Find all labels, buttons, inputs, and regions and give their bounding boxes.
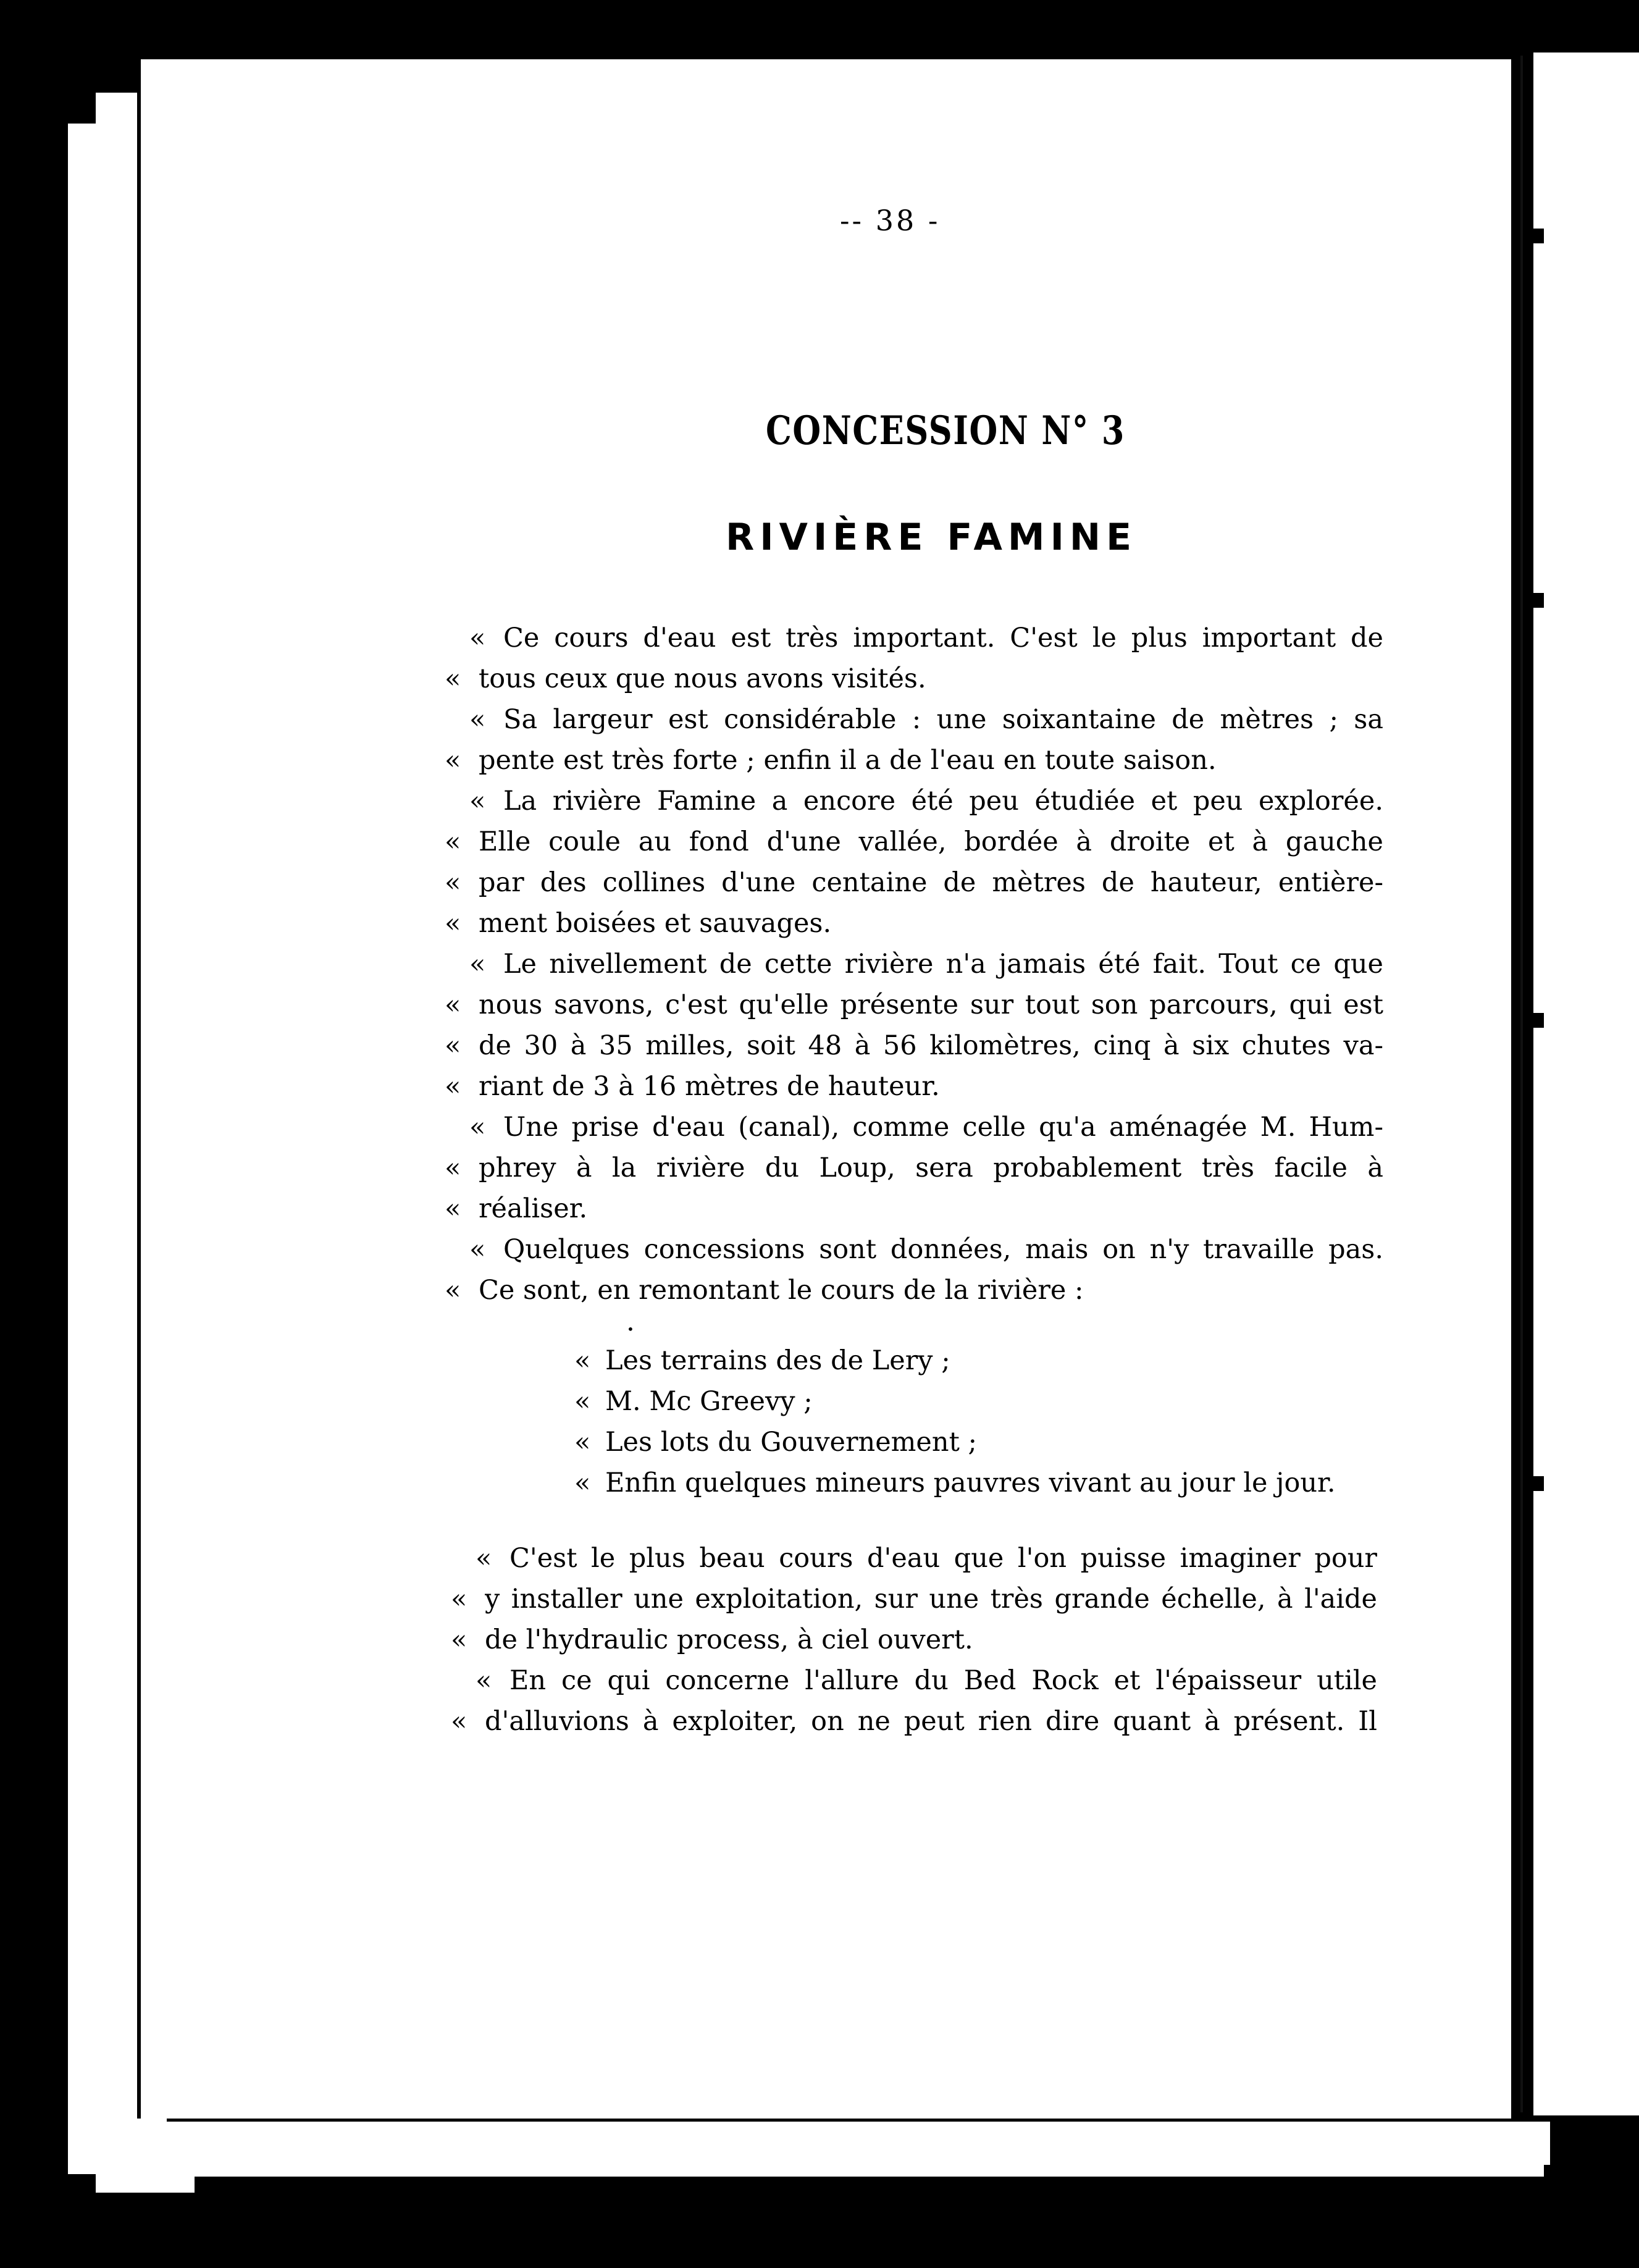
concession-list xyxy=(574,1340,1377,1503)
line-text: y installer une exploitation, sur une très grande échelle, à l'aide xyxy=(485,1584,1377,1615)
quote-mark: « xyxy=(445,867,461,898)
line-text: nous savons, c'est qu'elle présente sur tout son parcours, qui est xyxy=(479,989,1383,1020)
line-text: Quelques concessions sont données, mais on n'y travaille pas. xyxy=(503,1234,1383,1265)
text-line xyxy=(445,699,1383,740)
quote-mark: « xyxy=(574,1345,591,1376)
list-item-text: Les terrains des de Lery ; xyxy=(605,1345,950,1376)
line-text: de 30 à 35 milles, soit 48 à 56 kilomètres, cinq à six chutes va- xyxy=(479,1030,1383,1061)
list-item-text: Enfin quelques mineurs pauvres vivant au jour le jour. xyxy=(605,1468,1336,1498)
line-text: d'alluvions à exploiter, on ne peut rien dire quant à présent. Il xyxy=(485,1706,1377,1737)
quote-mark: « xyxy=(476,1543,492,1574)
quote-mark: « xyxy=(476,1665,492,1696)
line-text: par des collines d'une centaine de mètres de hauteur, entière- xyxy=(479,867,1383,898)
text-line xyxy=(445,1148,1383,1188)
text-line xyxy=(445,985,1383,1025)
text-line xyxy=(445,821,1383,862)
line-text: ment boisées et sauvages. xyxy=(479,908,832,939)
line-text: de l'hydraulic process, à ciel ouvert. xyxy=(485,1624,973,1655)
quote-mark: « xyxy=(469,623,486,653)
concession-title: CONCESSION N° 3 xyxy=(766,408,1125,454)
quote-mark: « xyxy=(451,1624,467,1655)
quote-mark: « xyxy=(469,704,486,735)
quote-mark: « xyxy=(445,826,461,857)
list-item xyxy=(574,1422,1377,1463)
spine-line xyxy=(1520,56,1523,2112)
text-line xyxy=(445,1107,1383,1148)
text-line xyxy=(445,903,1383,944)
line-text: Ce sont, en remontant le cours de la rivière : xyxy=(479,1275,1084,1306)
line-text: pente est très forte ; enfin il a de l'eau en toute saison. xyxy=(479,745,1217,776)
line-text: riant de 3 à 16 mètres de hauteur. xyxy=(479,1071,940,1102)
line-text: En ce qui concerne l'allure du Bed Rock et l'épaisseur utile xyxy=(509,1665,1377,1696)
text-line xyxy=(445,1188,1383,1229)
line-text: réaliser. xyxy=(479,1193,588,1224)
binding-stitch-mark xyxy=(1525,593,1544,608)
quote-mark: « xyxy=(469,786,486,817)
quote-mark: « xyxy=(469,1234,486,1265)
text-line xyxy=(445,1270,1383,1311)
line-text: Le nivellement de cette rivière n'a jamais été fait. Tout ce que xyxy=(503,949,1383,980)
line-text: phrey à la rivière du Loup, sera probablement très facile à xyxy=(479,1153,1383,1183)
text-line xyxy=(451,1701,1377,1742)
line-text: tous ceux que nous avons visités. xyxy=(479,663,926,694)
text-line xyxy=(445,781,1383,821)
quote-mark: « xyxy=(445,989,461,1020)
stray-dot: • xyxy=(627,1322,634,1337)
quote-mark: « xyxy=(451,1584,467,1615)
list-item-text: M. Mc Greevy ; xyxy=(605,1386,813,1417)
page-number: -- 38 - xyxy=(840,204,941,237)
text-line xyxy=(445,862,1383,903)
quote-mark: « xyxy=(469,1112,486,1143)
list-item xyxy=(574,1463,1377,1503)
line-text: C'est le plus beau cours d'eau que l'on puisse imaginer pour xyxy=(509,1543,1377,1574)
text-line xyxy=(451,1619,1377,1660)
quote-mark: « xyxy=(445,1193,461,1224)
text-line xyxy=(451,1579,1377,1619)
list-item xyxy=(574,1381,1377,1422)
binding-stitch-mark xyxy=(1525,1013,1544,1028)
quote-mark: « xyxy=(445,1275,461,1306)
text-line xyxy=(445,618,1383,658)
page-bottom-edge xyxy=(167,2119,1550,2165)
body-paragraphs-2 xyxy=(451,1538,1377,1742)
quote-mark: « xyxy=(445,908,461,939)
scan-specks: · ˏ ✗ xyxy=(999,8,1059,45)
quote-mark: « xyxy=(574,1427,591,1458)
text-line xyxy=(445,658,1383,699)
line-text: La rivière Famine a encore été peu étudiée et peu explorée. xyxy=(503,786,1383,817)
text-line xyxy=(451,1660,1377,1701)
quote-mark: « xyxy=(445,1153,461,1183)
text-line xyxy=(445,1066,1383,1107)
text-line xyxy=(445,1229,1383,1270)
list-item xyxy=(574,1340,1377,1381)
facing-page-edge xyxy=(1530,52,1639,2115)
line-text: Elle coule au fond d'une vallée, bordée à droite et à gauche xyxy=(479,826,1383,857)
list-item-text: Les lots du Gouvernement ; xyxy=(605,1427,977,1458)
river-title: RIVIÈRE FAMINE xyxy=(726,516,1138,559)
binding-stitch-mark xyxy=(1525,1476,1544,1491)
binding-stitch-mark xyxy=(1525,229,1544,243)
quote-mark: « xyxy=(445,745,461,776)
line-text: Une prise d'eau (canal), comme celle qu'a aménagée M. Hum- xyxy=(503,1112,1383,1143)
text-line xyxy=(451,1538,1377,1579)
quote-mark: « xyxy=(574,1468,591,1498)
quote-mark: « xyxy=(574,1386,591,1417)
body-paragraphs-1 xyxy=(445,618,1383,1311)
text-line xyxy=(445,1025,1383,1066)
text-line xyxy=(445,740,1383,781)
quote-mark: « xyxy=(445,663,461,694)
quote-mark: « xyxy=(469,949,486,980)
quote-mark: « xyxy=(451,1706,467,1737)
quote-mark: « xyxy=(445,1071,461,1102)
line-text: Sa largeur est considérable : une soixantaine de mètres ; sa xyxy=(503,704,1383,735)
text-line xyxy=(445,944,1383,985)
quote-mark: « xyxy=(445,1030,461,1061)
line-text: Ce cours d'eau est très important. C'est le plus important de xyxy=(503,623,1383,653)
